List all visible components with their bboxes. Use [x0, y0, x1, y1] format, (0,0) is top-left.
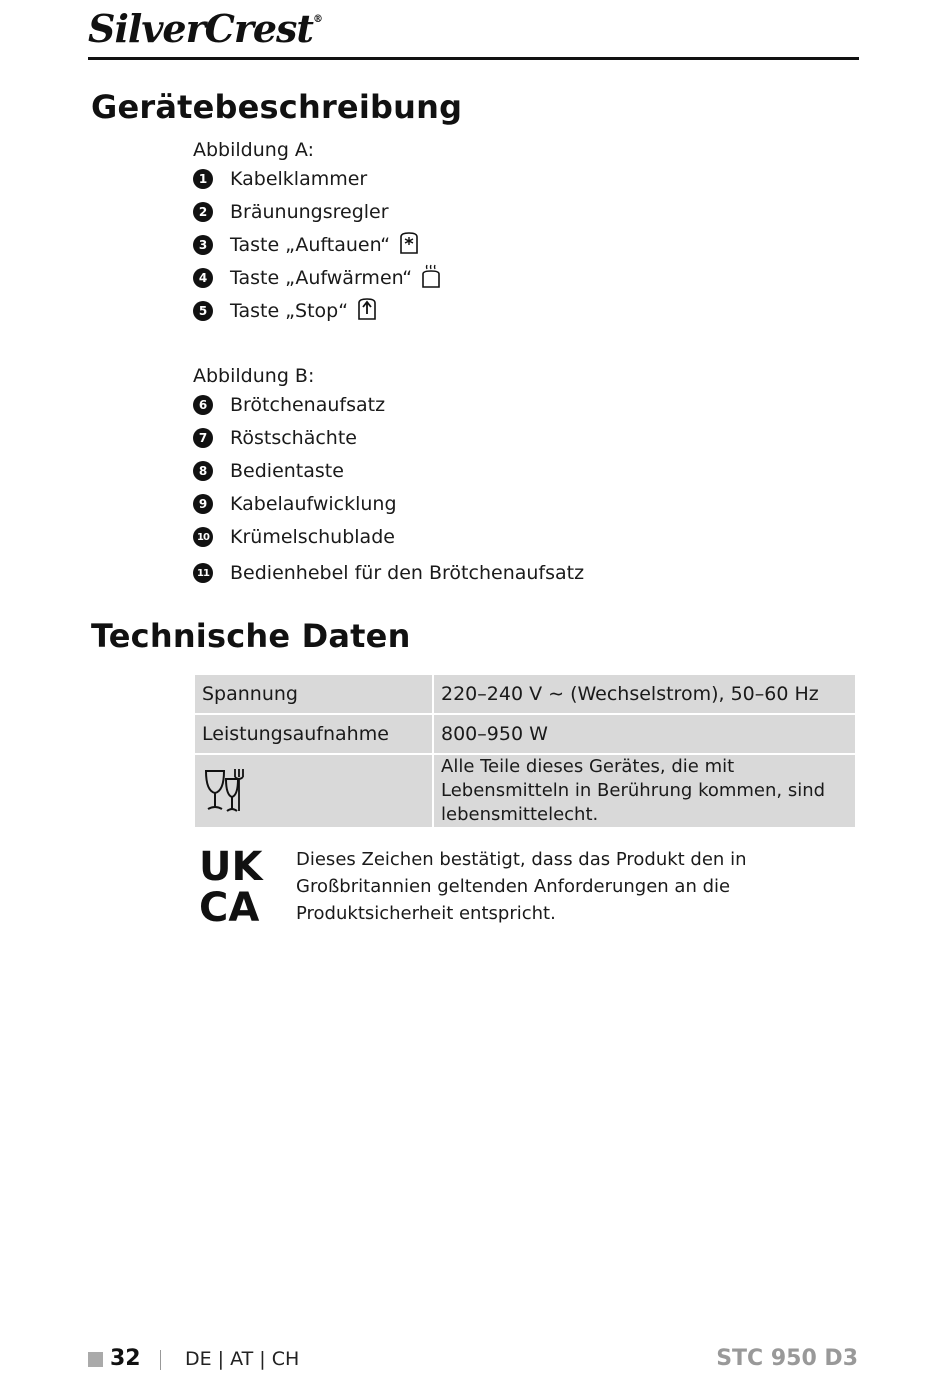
item-text: Bedientaste [230, 460, 344, 482]
ukca-mark [199, 846, 275, 926]
defrost-icon [398, 231, 420, 260]
stop-icon [356, 297, 378, 326]
tech-data-table [193, 673, 857, 829]
table-row [195, 715, 855, 753]
item-text: Taste „Auftauen“ [230, 234, 391, 256]
figure-b-label: Abbildung B: [193, 365, 315, 387]
list-item [193, 392, 385, 418]
item-number: 8 [193, 461, 213, 481]
footer-divider [160, 1350, 161, 1370]
item-number: 11 [193, 563, 213, 583]
table-cell-label: Leistungsaufnahme [195, 715, 432, 753]
item-number: 5 [193, 301, 213, 321]
brand-logo [88, 6, 322, 51]
reheat-icon [420, 264, 442, 293]
item-number: 9 [193, 494, 213, 514]
item-number: 4 [193, 268, 213, 288]
item-text: Kabelaufwicklung [230, 493, 397, 515]
table-cell-label: Spannung [195, 675, 432, 713]
model-number: STC 950 D3 [716, 1346, 858, 1371]
item-text: Kabelklammer [230, 168, 368, 190]
footer-languages: DE | AT | CH [185, 1348, 300, 1370]
ukca-description: Dieses Zeichen bestätigt, dass das Produkt den in Großbritannien geltenden Anforderungen an die Produktsicherheit entspricht. [296, 849, 747, 924]
item-text: Taste „Aufwärmen“ [230, 267, 413, 289]
footer-square-icon [88, 1352, 103, 1367]
table-cell-value: 800–950 W [434, 715, 855, 753]
section-title-technical-data: Technische Daten [91, 617, 411, 655]
item-number: 1 [193, 169, 213, 189]
item-text: Taste „Stop“ [230, 300, 349, 322]
list-item [193, 265, 442, 291]
item-text: Röstschächte [230, 427, 357, 449]
list-item [193, 491, 397, 517]
item-number: 6 [193, 395, 213, 415]
list-item [193, 298, 378, 324]
item-text: Bräunungsregler [230, 201, 389, 223]
list-item [193, 425, 357, 451]
list-item [193, 199, 389, 225]
item-number: 3 [193, 235, 213, 255]
figure-a-label: Abbildung A: [193, 139, 314, 161]
item-number: 10 [193, 527, 213, 547]
item-text: Krümelschublade [230, 526, 395, 548]
table-row [195, 755, 855, 827]
list-item [193, 458, 344, 484]
header-rule [88, 57, 859, 60]
brand-name: SilverCrest [88, 6, 313, 51]
list-item [193, 524, 395, 550]
item-text: Brötchenaufsatz [230, 394, 386, 416]
registered-mark: ® [312, 14, 322, 25]
item-number: 7 [193, 428, 213, 448]
list-item [193, 560, 584, 586]
food-safe-icon [202, 767, 248, 820]
table-cell-icon [195, 755, 432, 827]
list-item [193, 232, 420, 258]
table-cell-value: Alle Teile dieses Gerätes, die mit Lebensmitteln in Berührung kommen, sind lebensmittelecht. [434, 755, 855, 827]
page-number: 32 [110, 1346, 141, 1371]
table-cell-value: 220–240 V ∼ (Wechselstrom), 50–60 Hz [434, 675, 855, 713]
ukca-line2: CA [199, 885, 260, 922]
section-title-description: Gerätebeschreibung [91, 88, 463, 126]
ukca-line1: UK [199, 846, 263, 890]
list-item [193, 166, 367, 192]
item-text: Bedienhebel für den Brötchenaufsatz [230, 562, 585, 584]
table-row [195, 675, 855, 713]
item-number: 2 [193, 202, 213, 222]
